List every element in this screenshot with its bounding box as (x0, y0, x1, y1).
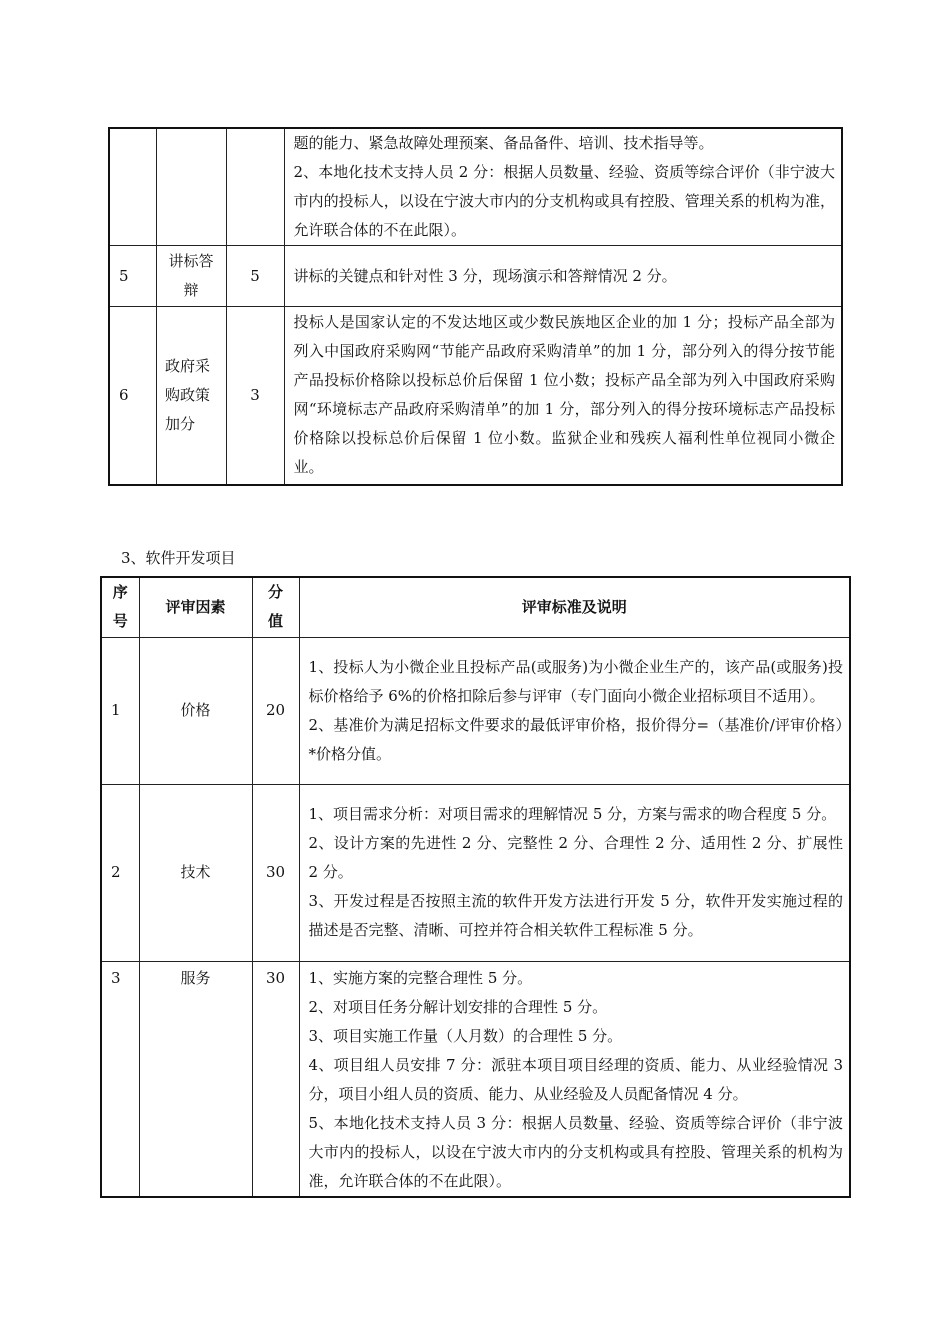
criteria-description (299, 961, 850, 1197)
criteria-line: 讲标的关键点和针对性 3 分，现场演示和答辩情况 2 分。 (293, 266, 677, 285)
row-number: 2 (101, 784, 139, 961)
table-row (101, 637, 850, 784)
criteria-description (299, 784, 850, 961)
table-row (109, 128, 842, 246)
criteria-description (284, 246, 842, 307)
table-row (101, 961, 850, 1197)
header-no-text: 序号 (112, 583, 128, 631)
section-heading: 3、软件开发项目 (121, 549, 236, 567)
criteria-description (299, 637, 850, 784)
header-score (252, 577, 299, 637)
row-number: 3 (101, 961, 139, 1197)
criteria-line: 3、项目实施工作量（人月数）的合理性 5 分。 (308, 1026, 623, 1045)
header-description: 评审标准及说明 (299, 577, 850, 637)
header-score-text: 分值 (267, 583, 283, 631)
criteria-line: 题的能力、紧急故障处理预案、备品备件、培训、技术指导等。 (293, 134, 714, 152)
factor-text: 政府采购政策加分 (165, 356, 211, 433)
evaluation-factor: 服务 (139, 961, 252, 1197)
score-value: 3 (226, 307, 284, 485)
criteria-line: 2、本地化技术支持人员 2 分：根据人员数量、经验、资质等综合评价（非宁波大市内的投标人，以设在宁波大市内的分支机构或具有控股、管理关系的机构为准，允许联合体的不在此限）。 (293, 163, 835, 239)
header-factor: 评审因素 (139, 577, 252, 637)
score-value: 30 (252, 961, 299, 1197)
evaluation-table-continued (108, 127, 843, 486)
score-value (226, 128, 284, 246)
criteria-line: 1、实施方案的完整合理性 5 分。 (308, 968, 533, 987)
criteria-line: 2、基准价为满足招标文件要求的最低评审价格，报价得分=（基准价/评审价格）*价格分值。 (308, 715, 843, 763)
criteria-line: 2、设计方案的先进性 2 分、完整性 2 分、合理性 2 分、适用性 2 分、扩展性 2 分。 (308, 834, 843, 881)
evaluation-factor: 技术 (139, 784, 252, 961)
row-number: 5 (109, 246, 156, 307)
software-evaluation-table (100, 576, 851, 1198)
criteria-line: 1、投标人为小微企业且投标产品(或服务)为小微企业生产的，该产品(或服务)投标价格给予 6%的价格扣除后参与评审（专门面向小微企业招标项目不适用）。 (308, 657, 843, 705)
row-number: 1 (101, 637, 139, 784)
criteria-line: 投标人是国家认定的不发达地区或少数民族地区企业的加 1 分；投标产品全部为列入中国政府采购网“节能产品政府采购清单”的加 1 分，部分列入的得分按节能产品投标价格除以投标总价后保留 1 位小数；投标产品全部为列入中国政府采购网“环境标志产品政府采购清单”的加 1 分，部分列入的得分按环境标志产品投标价格除以投标总价后保留 1 位小数。监狱企业和残疾人福利性单位视同小微企业。 (293, 313, 835, 477)
table-row (101, 784, 850, 961)
criteria-line: 2、对项目任务分解计划安排的合理性 5 分。 (308, 997, 608, 1016)
criteria-line: 1、项目需求分析：对项目需求的理解情况 5 分，方案与需求的吻合程度 5 分。 (308, 805, 837, 823)
criteria-description (284, 128, 842, 246)
row-number (109, 128, 156, 246)
evaluation-factor (156, 128, 226, 246)
evaluation-factor (156, 307, 226, 485)
evaluation-factor (156, 246, 226, 307)
criteria-line: 3、开发过程是否按照主流的软件开发方法进行开发 5 分，软件开发实施过程的描述是否完整、清晰、可控并符合相关软件工程标准 5 分。 (308, 892, 843, 939)
criteria-line: 4、项目组人员安排 7 分：派驻本项目项目经理的资质、能力、从业经验情况 3 分，项目小组人员的资质、能力、从业经验及人员配备情况 4 分。 (308, 1055, 843, 1103)
evaluation-factor: 价格 (139, 637, 252, 784)
score-value: 20 (252, 637, 299, 784)
table-header-row (101, 577, 850, 637)
table-row (109, 307, 842, 485)
table-row (109, 246, 842, 307)
factor-text: 讲标答辩 (168, 252, 214, 299)
score-value: 30 (252, 784, 299, 961)
criteria-line: 5、本地化技术支持人员 3 分：根据人员数量、经验、资质等综合评价（非宁波大市内的投标人，以设在宁波大市内的分支机构或具有控股、管理关系的机构为准，允许联合体的不在此限）。 (308, 1113, 843, 1190)
criteria-description (284, 307, 842, 485)
row-number: 6 (109, 307, 156, 485)
header-no (101, 577, 139, 637)
score-value: 5 (226, 246, 284, 307)
